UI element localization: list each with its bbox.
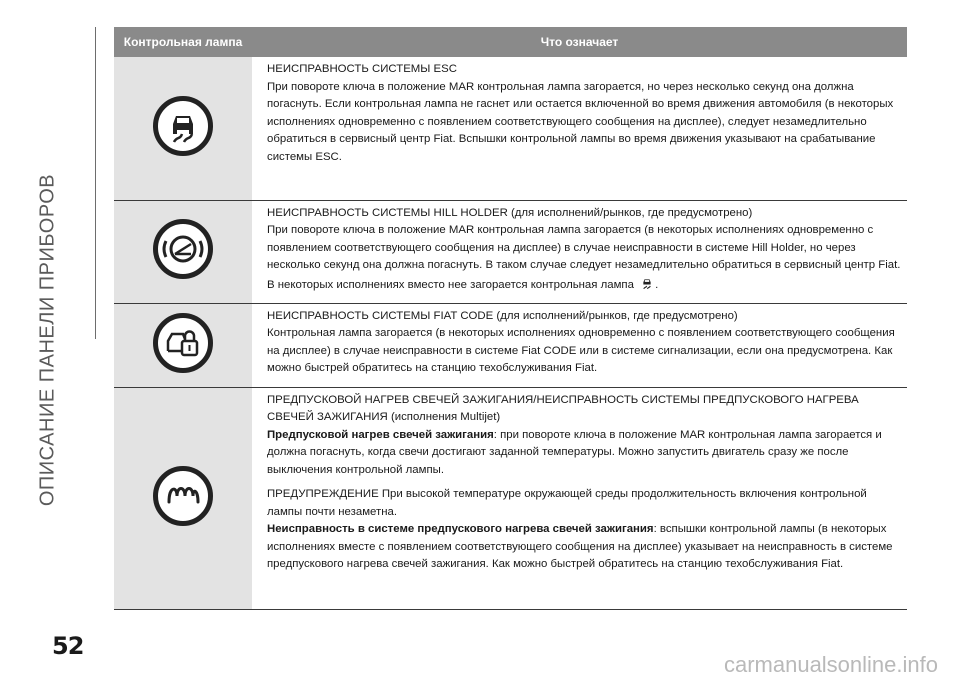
row-title: НЕИСПРАВНОСТЬ СИСТЕМЫ HILL HOLDER (для исполнений/рынков, где предусмотрено) bbox=[267, 206, 753, 219]
row-paragraph-text: : вспышки контрольной лампы (в некоторых исполнениях вместе с появлением соответствующего сообщения на дисплее) указывает на неисправность в системе предпускового нагрева свечей зажигания. Как можно быстрей обратитесь на станцию техобслуживания Fiat. bbox=[267, 523, 893, 570]
row-text-end: . bbox=[655, 278, 659, 291]
warning-lamps-table bbox=[114, 27, 907, 610]
row-warning: ПРЕДУПРЕЖДЕНИЕ При высокой температуре окружающей среды продолжительность включения контрольной лампы почти незаметна. bbox=[267, 488, 867, 518]
row-bold-term: Предпусковой нагрев свечей зажигания bbox=[267, 428, 494, 441]
row-paragraph-text: : при повороте ключа в положение MAR контрольная лампа загорается и должна погаснуть, когда свечи достигают заданной температуры. Можно запустить двигатель сразу же после выключения контрольной лампы. bbox=[267, 428, 882, 476]
row-bold-term: Неисправность в системе предпускового нагрева свечей зажигания bbox=[267, 523, 654, 535]
row-text bbox=[267, 222, 901, 297]
page-number: 52 bbox=[52, 632, 84, 660]
lamp-cell bbox=[114, 200, 252, 303]
row-paragraph bbox=[267, 521, 901, 574]
esc-skid-car-icon bbox=[639, 275, 655, 298]
table-row bbox=[114, 303, 907, 387]
row-text: При повороте ключа в положение MAR контрольная лампа загорается, но через несколько секунд она должна погаснуть. Если контрольная лампа не гаснет или остается включенной во время движения автомобиля (в некоторых исполнениях одновременно с появлением соответствующего сообщения на дисплее), следует незамедлительно обратиться в сервисный центр Fiat. Вспышки контрольной лампы во время движения указывают на срабатывание системы ESC. bbox=[267, 80, 894, 163]
watermark: carmanualsonline.info bbox=[723, 652, 938, 677]
row-text: Контрольная лампа загорается (в некоторых исполнениях одновременно с появлением соответствующего сообщения на дисплее) в случае неисправности в системе Fiat CODE или в системе сигнализации, если она предусмотрена. Как можно быстрей обратитесь на станцию техобслуживания Fiat. bbox=[267, 327, 895, 374]
header-lamp: Контрольная лампа bbox=[114, 27, 252, 57]
row-title: ПРЕДПУСКОВОЙ НАГРЕВ СВЕЧЕЙ ЗАЖИГАНИЯ/НЕИСПРАВНОСТЬ СИСТЕМЫ ПРЕДПУСКОВОГО НАГРЕВА СВЕЧЕЙ ЗАЖИГАНИЯ (исполнения Multijet) bbox=[267, 393, 859, 423]
meaning-cell bbox=[252, 387, 907, 609]
meaning-cell bbox=[252, 57, 907, 200]
esc-skid-car-icon bbox=[153, 96, 213, 156]
hill-holder-icon bbox=[153, 219, 213, 279]
glow-plug-icon bbox=[153, 466, 213, 526]
lamp-cell bbox=[114, 303, 252, 387]
row-text-body: При повороте ключа в положение MAR контрольная лампа загорается (в некоторых исполнениях одновременно с появлением соответствующего сообщения на дисплее) в случае неисправности в системе Hill Holder, но через несколько секунд она должна погаснуть. В таком случае следует незамедлительно обратиться в сервисный центр Fiat. В некоторых исполнениях вместо нее загорается контрольная лампа bbox=[267, 224, 901, 291]
meaning-cell bbox=[252, 303, 907, 387]
row-title: НЕИСПРАВНОСТЬ СИСТЕМЫ FIAT CODE (для исполнений/рынков, где предусмотрено) bbox=[267, 309, 738, 322]
section-title-text: ОПИСАНИЕ ПАНЕЛИ ПРИБОРОВ bbox=[36, 173, 59, 507]
header-meaning: Что означает bbox=[252, 27, 907, 57]
lamp-cell bbox=[114, 57, 252, 200]
table-row bbox=[114, 387, 907, 609]
meaning-cell bbox=[252, 200, 907, 303]
lamp-cell bbox=[114, 387, 252, 609]
table-header-row bbox=[114, 27, 907, 57]
table-row bbox=[114, 57, 907, 200]
fiat-code-car-lock-icon bbox=[153, 313, 213, 373]
table-row bbox=[114, 200, 907, 303]
row-paragraph bbox=[267, 427, 901, 480]
side-divider bbox=[95, 27, 96, 339]
row-title: НЕИСПРАВНОСТЬ СИСТЕМЫ ESC bbox=[267, 63, 457, 75]
